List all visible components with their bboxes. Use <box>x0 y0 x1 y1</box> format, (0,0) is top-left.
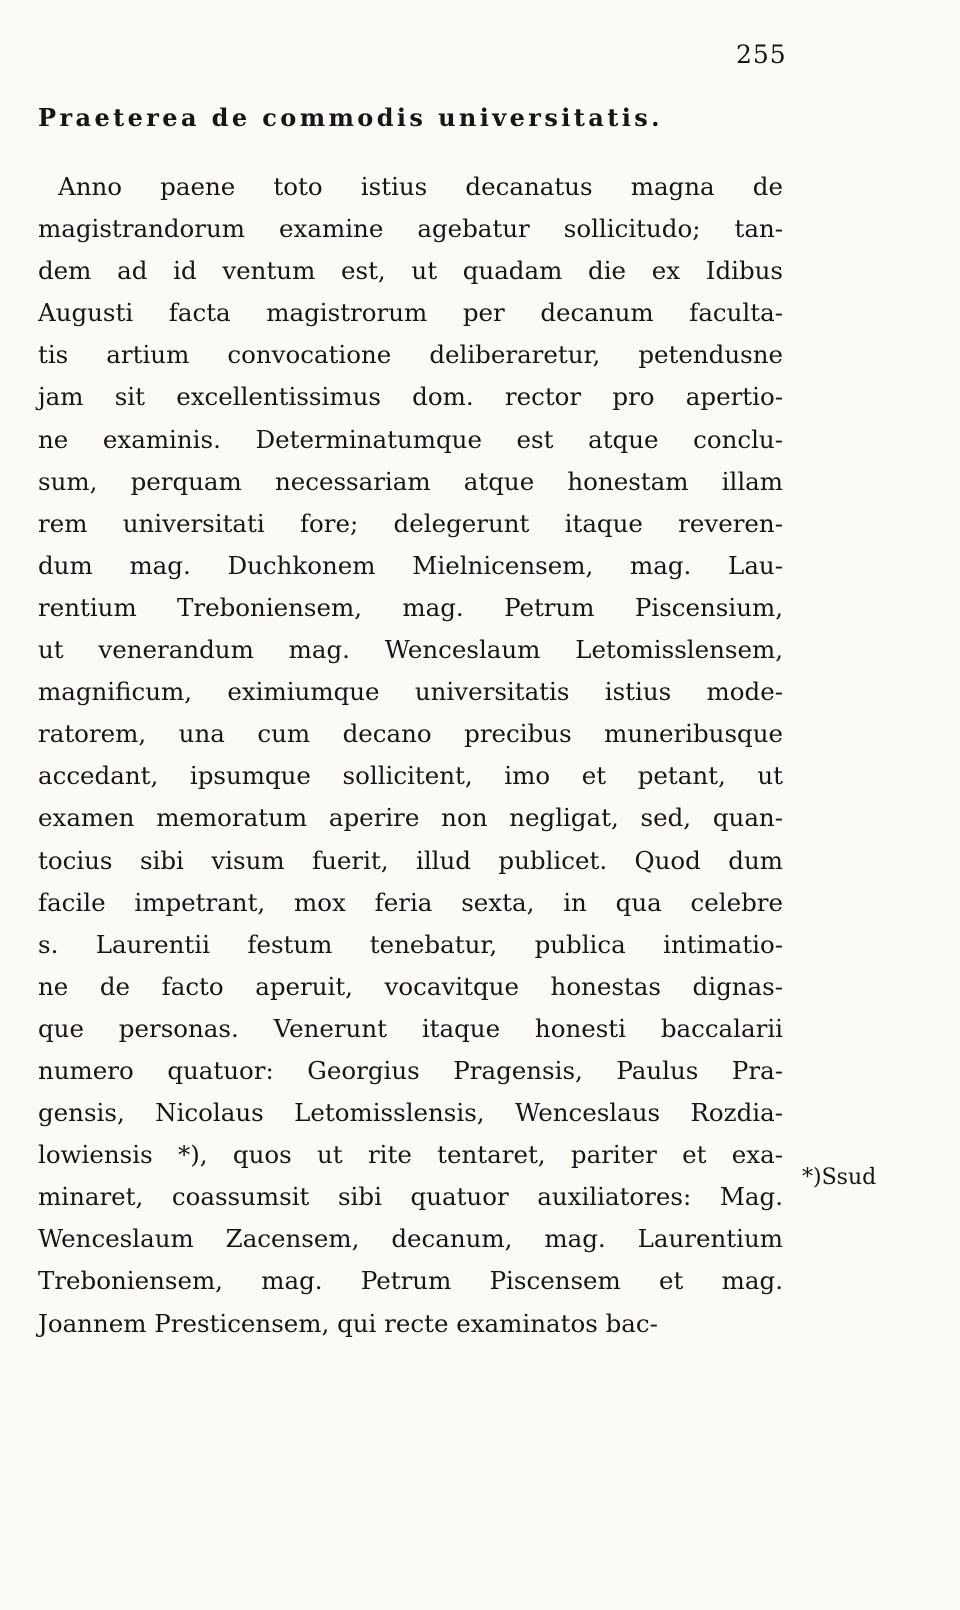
text-line: Augusti facta magistrorum per decanum faculta- <box>38 298 783 328</box>
text-line: magistrandorum examine agebatur sollicitudo; tan- <box>38 214 783 244</box>
text-line: tocius sibi visum fuerit, illud publicet. Quod dum <box>38 845 783 875</box>
text-line: rem universitati fore; delegerunt itaque reveren- <box>38 508 783 538</box>
text-line: magnificum, eximiumque universitatis istius mode- <box>38 677 783 707</box>
section-heading: Praeterea de commodis universitatis. <box>38 103 663 132</box>
text-line: accedant, ipsumque sollicitent, imo et petant, ut <box>38 761 783 791</box>
margin-note: *)Ssud <box>802 1165 877 1190</box>
text-line: jam sit excellentissimus dom. rector pro apertio- <box>38 382 783 412</box>
text-line: ratorem, una cum decano precibus muneribusque <box>38 719 783 749</box>
text-line: que personas. Venerunt itaque honesti baccalarii <box>38 1013 783 1043</box>
text-line: Anno paene toto istius decanatus magna de <box>58 172 783 201</box>
text-line: Treboniensem, mag. Petrum Piscensem et mag. <box>38 1266 783 1296</box>
text-line: lowiensis *), quos ut rite tentaret, pariter et exa- <box>38 1140 783 1170</box>
text-line: dum mag. Duchkonem Mielnicensem, mag. Lau- <box>38 550 783 580</box>
text-line: ut venerandum mag. Wenceslaum Letomisslensem, <box>38 635 783 665</box>
text-line: rentium Treboniensem, mag. Petrum Piscensium, <box>38 592 783 622</box>
text-line: ne de facto aperuit, vocavitque honestas dignas- <box>38 971 783 1001</box>
text-line: examen memoratum aperire non negligat, sed, quan- <box>38 803 783 833</box>
text-line: gensis, Nicolaus Letomisslensis, Wenceslaus Rozdia- <box>38 1098 783 1128</box>
body-text <box>38 166 783 1345</box>
text-line: dem ad id ventum est, ut quadam die ex Idibus <box>38 256 783 286</box>
text-line: numero quatuor: Georgius Pragensis, Paulus Pra- <box>38 1055 783 1085</box>
text-line: tis artium convocatione deliberaretur, petendusne <box>38 340 783 370</box>
text-line: facile impetrant, mox feria sexta, in qua celebre <box>38 887 783 917</box>
page-number: 255 <box>736 40 787 69</box>
text-line: ne examinis. Determinatumque est atque conclu- <box>38 424 783 454</box>
text-line: Joannem Presticensem, qui recte examinatos bac- <box>38 1308 658 1338</box>
text-line: sum, perquam necessariam atque honestam illam <box>38 466 783 496</box>
text-line: minaret, coassumsit sibi quatuor auxiliatores: Mag. <box>38 1182 783 1212</box>
text-line: Wenceslaum Zacensem, decanum, mag. Laurentium <box>38 1224 783 1254</box>
text-line: s. Laurentii festum tenebatur, publica intimatio- <box>38 929 783 959</box>
